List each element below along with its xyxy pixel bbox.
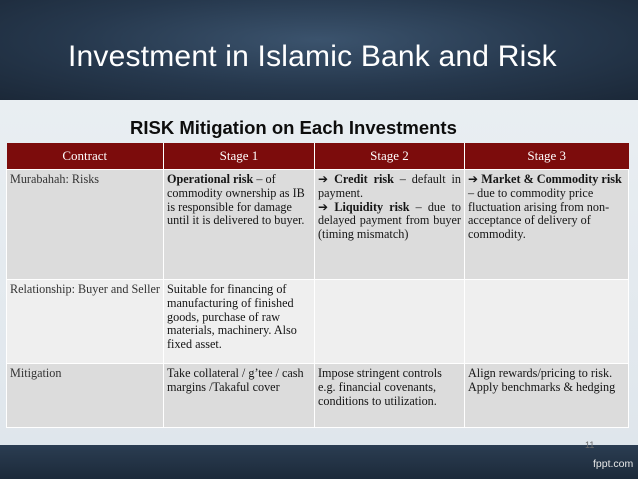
risk-mitigation-table [6, 143, 629, 428]
arrow-right-icon: ➔ [318, 172, 329, 186]
header-stage-2: Stage 2 [315, 143, 465, 170]
cell-murabahah-stage-1 [164, 170, 315, 280]
liquidity-risk-text: – due to delayed payment from buyer (timing mismatch) [318, 199, 461, 242]
table-header-row [7, 143, 629, 170]
slide-number: 11 [585, 440, 595, 450]
cell-murabahah-contract: Murabahah: Risks [7, 170, 164, 280]
cell-murabahah-stage-3 [465, 170, 629, 280]
operational-risk-text: – of commodity ownership as IB is responsible for damage until it is delivered to buyer. [167, 172, 305, 228]
cell-relationship-stage-3 [465, 280, 629, 364]
credit-risk-label: Credit risk [328, 172, 394, 186]
table-row-murabahah [7, 170, 629, 280]
footer-bar [0, 445, 638, 479]
table-row-relationship [7, 280, 629, 364]
operational-risk-label: Operational risk [167, 172, 254, 186]
header-stage-3: Stage 3 [465, 143, 629, 170]
header-stage-1: Stage 1 [164, 143, 315, 170]
market-commodity-risk-text: – due to commodity price fluctuation arising from non-acceptance of delivery of commodity. [468, 185, 610, 242]
cell-mitigation-stage-1: Take collateral / g’tee / cash margins /Takaful cover [164, 364, 315, 428]
table-row-mitigation [7, 364, 629, 428]
liquidity-risk-label: Liquidity risk [328, 199, 410, 214]
cell-mitigation-stage-2: Impose stringent controls e.g. financial covenants, conditions to utilization. [315, 364, 465, 428]
cell-relationship-stage-2 [315, 280, 465, 364]
cell-relationship-stage-1: Suitable for financing of manufacturing of finished goods, purchase of raw materials, machinery. Also fixed asset. [164, 280, 315, 364]
header-contract: Contract [7, 143, 164, 170]
cell-relationship-contract: Relationship: Buyer and Seller [7, 280, 164, 364]
slide-subtitle: RISK Mitigation on Each Investments [130, 117, 457, 138]
arrow-right-icon: ➔ [468, 172, 479, 186]
cell-mitigation-contract: Mitigation [7, 364, 164, 428]
brand-watermark: fppt.com [593, 458, 634, 470]
credit-risk-text: – default in payment. [318, 172, 461, 200]
arrow-right-icon: ➔ [318, 199, 329, 214]
cell-mitigation-stage-3: Align rewards/pricing to risk. Apply benchmarks & hedging [465, 364, 629, 428]
slide-title: Investment in Islamic Bank and Risk [68, 40, 557, 73]
cell-murabahah-stage-2 [315, 170, 465, 280]
market-commodity-risk-label: Market & Commodity risk [478, 172, 622, 186]
